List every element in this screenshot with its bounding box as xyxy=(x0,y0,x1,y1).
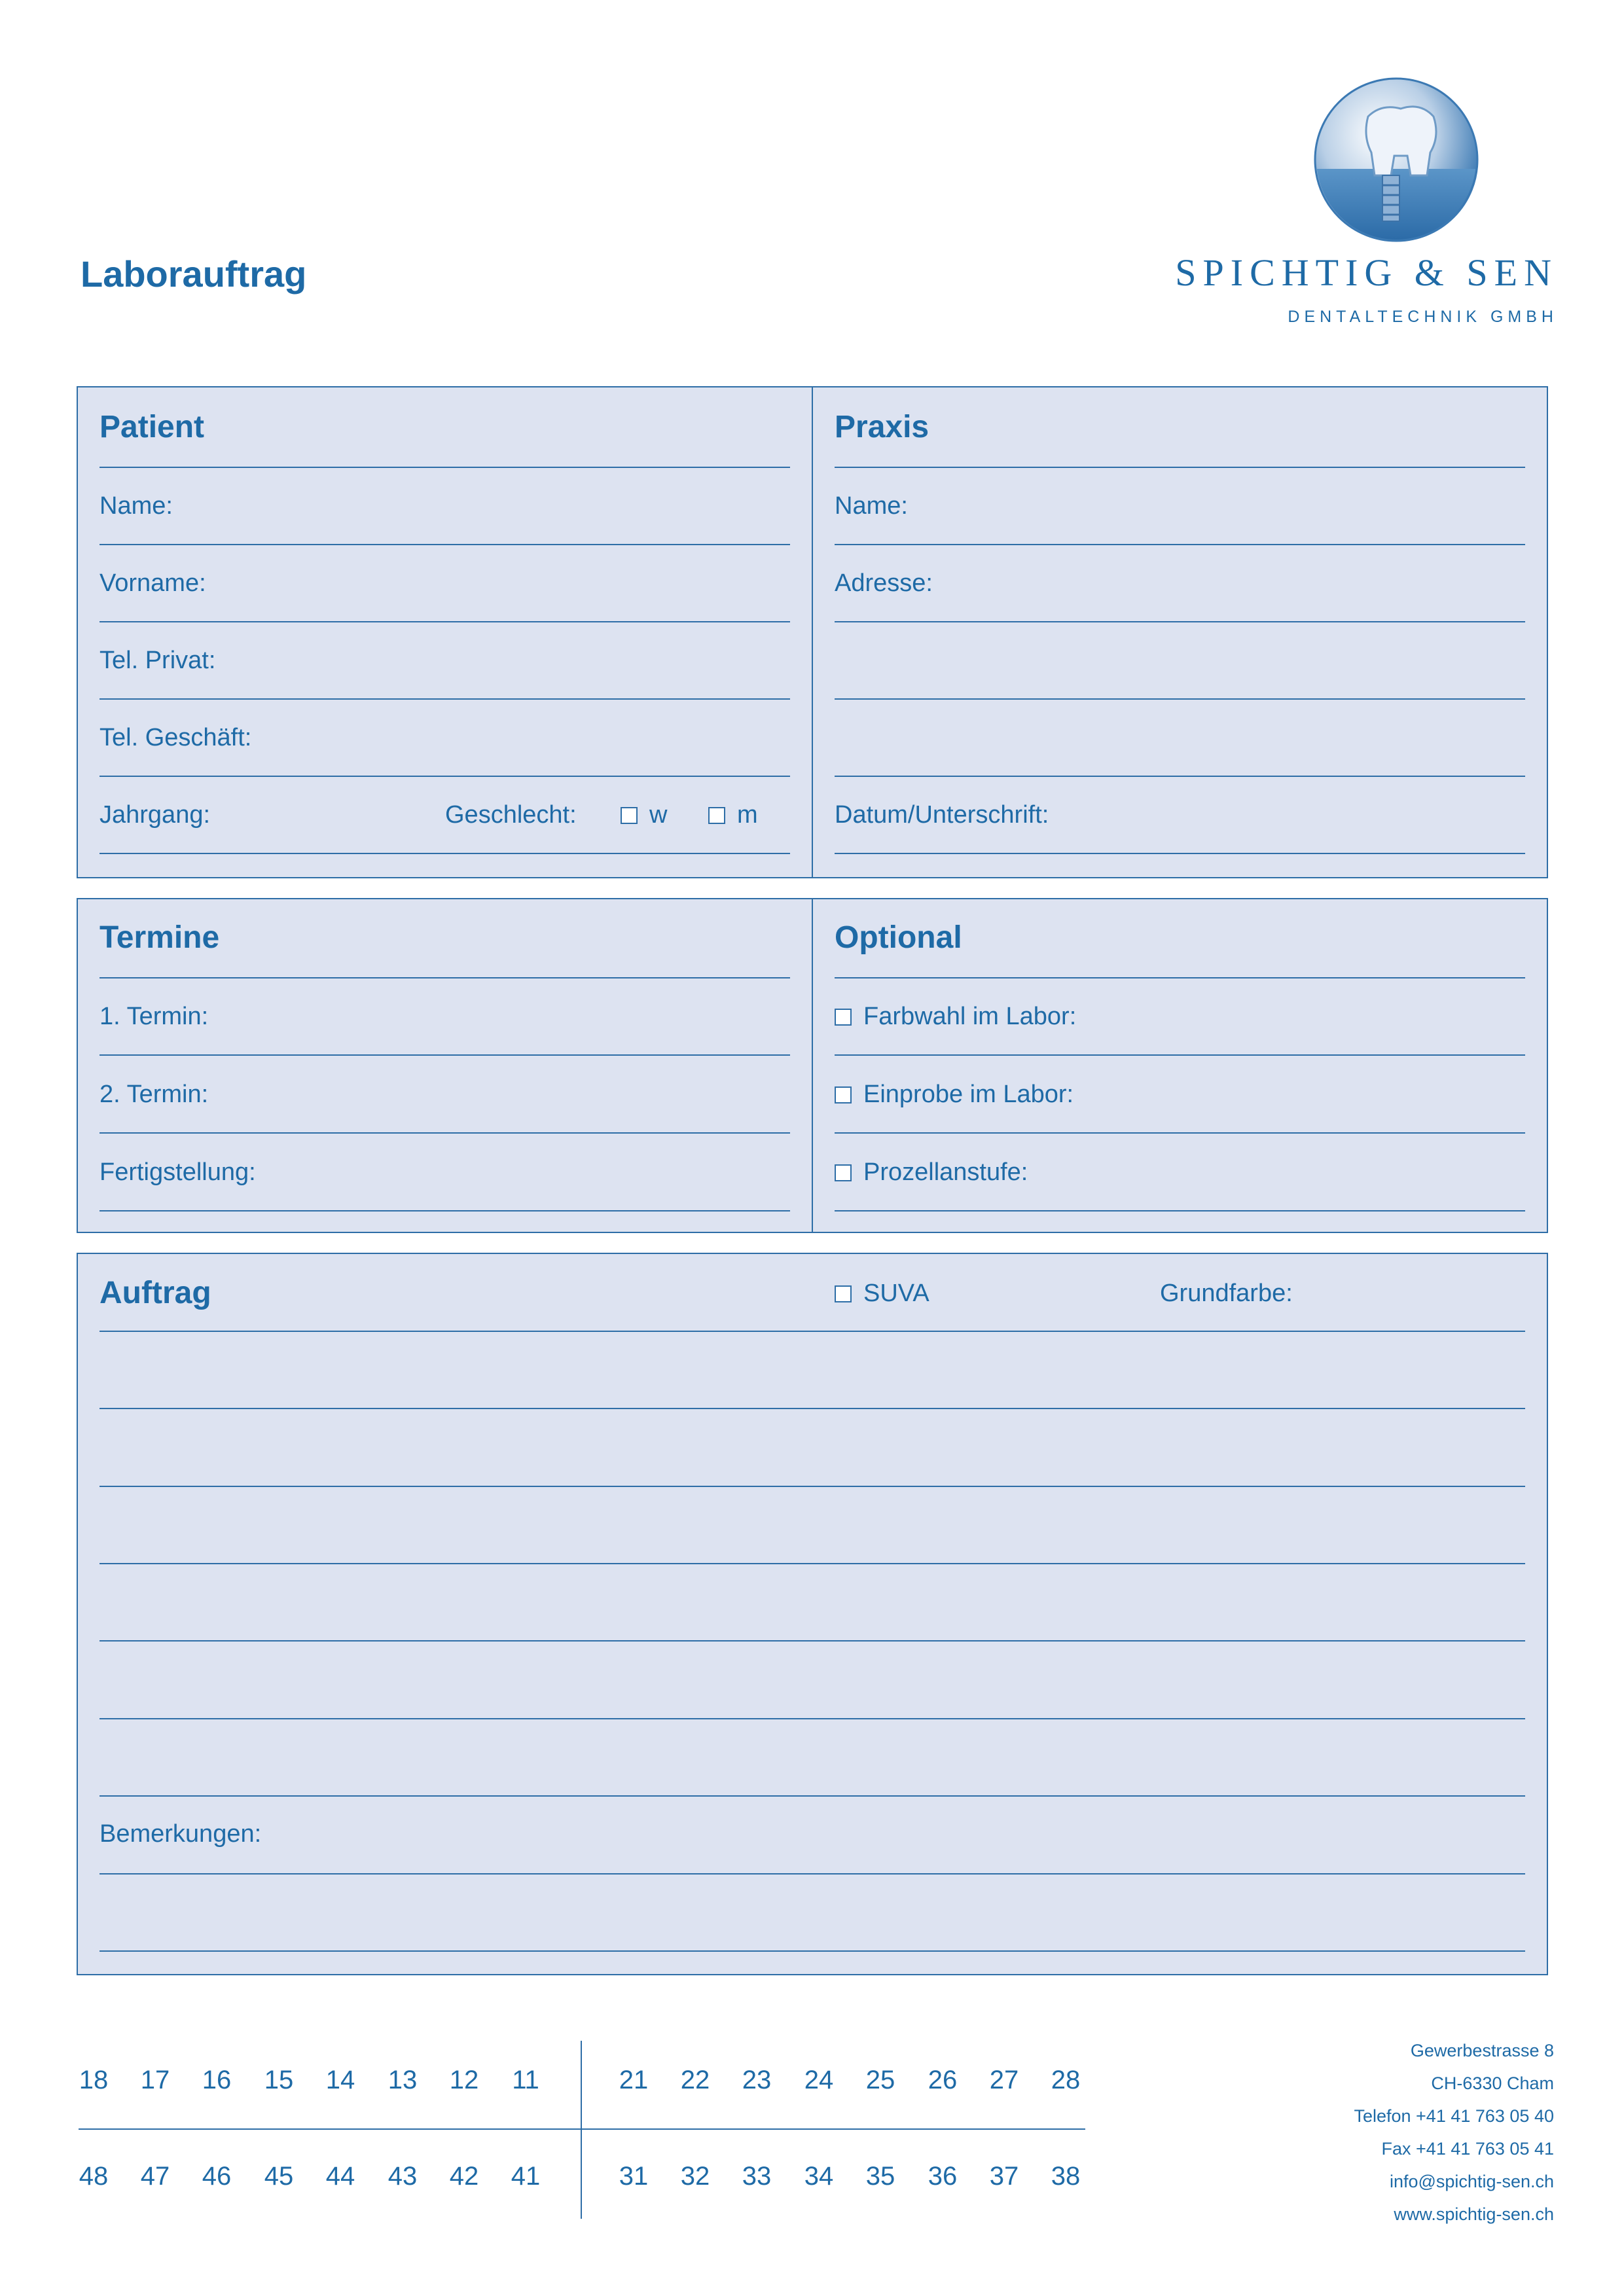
termin-1-field[interactable] xyxy=(99,1054,790,1056)
tooth-number[interactable]: 22 xyxy=(680,2066,710,2094)
tooth-number[interactable]: 35 xyxy=(865,2162,895,2191)
prozellanstufe-checkbox[interactable] xyxy=(835,1164,852,1181)
tooth-number[interactable]: 25 xyxy=(865,2066,895,2094)
praxis-heading-rule xyxy=(835,467,1525,468)
patient-heading-rule xyxy=(99,467,790,468)
tooth-number[interactable]: 36 xyxy=(928,2162,958,2191)
tooth-number[interactable]: 31 xyxy=(619,2162,649,2191)
contact-city: CH-6330 Cham xyxy=(1431,2073,1554,2093)
praxis-name-field[interactable] xyxy=(835,544,1525,545)
patient-name-field[interactable] xyxy=(99,544,790,545)
patient-geschlecht-label: Geschlecht: xyxy=(445,801,577,829)
bemerkungen-label: Bemerkungen: xyxy=(99,1820,262,1848)
tooth-number[interactable]: 26 xyxy=(928,2066,958,2094)
prozellanstufe-label: Prozellanstufe: xyxy=(863,1158,1028,1186)
gender-m-option[interactable] xyxy=(708,801,758,829)
tooth-chart-vertical-axis xyxy=(581,2041,582,2219)
company-logo xyxy=(1152,77,1558,339)
optional-heading-rule xyxy=(835,977,1525,978)
tooth-number[interactable]: 46 xyxy=(202,2162,232,2191)
contact-phone: Telefon +41 41 763 05 40 xyxy=(1354,2106,1554,2126)
termin-1-label: 1. Termin: xyxy=(99,1003,209,1030)
tooth-number[interactable]: 28 xyxy=(1051,2066,1081,2094)
company-subtitle: DENTALTECHNIK GMBH xyxy=(1288,308,1558,326)
checkbox-w[interactable] xyxy=(621,807,638,824)
praxis-adresse-field-3[interactable] xyxy=(835,776,1525,777)
einprobe-checkbox[interactable] xyxy=(835,1086,852,1103)
tooth-number[interactable]: 44 xyxy=(325,2162,355,2191)
praxis-adresse-field-2[interactable] xyxy=(835,698,1525,700)
auftrag-line[interactable] xyxy=(99,1795,1525,1797)
praxis-signature-field[interactable] xyxy=(835,853,1525,854)
suva-label: SUVA xyxy=(863,1280,929,1307)
bemerkungen-line[interactable] xyxy=(99,1950,1525,1952)
tooth-number[interactable]: 33 xyxy=(742,2162,772,2191)
contact-fax: Fax +41 41 763 05 41 xyxy=(1381,2139,1554,2159)
farbwahl-field[interactable] xyxy=(835,1054,1525,1056)
termin-2-field[interactable] xyxy=(99,1132,790,1134)
company-name: SPICHTIG & SEN xyxy=(1175,251,1558,294)
prozellanstufe-field[interactable] xyxy=(835,1210,1525,1211)
termin-2-label: 2. Termin: xyxy=(99,1081,209,1108)
contact-website[interactable]: www.spichtig-sen.ch xyxy=(1394,2204,1554,2224)
auftrag-panel xyxy=(77,1253,1548,1975)
bemerkungen-line[interactable] xyxy=(99,1873,1525,1874)
tooth-number[interactable]: 16 xyxy=(202,2066,232,2094)
patient-heading: Patient xyxy=(99,410,205,444)
tooth-number[interactable]: 17 xyxy=(140,2066,170,2094)
tooth-number[interactable]: 21 xyxy=(619,2066,649,2094)
tooth-number[interactable]: 27 xyxy=(989,2066,1019,2094)
tooth-number[interactable]: 37 xyxy=(989,2162,1019,2191)
patient-tel-geschaeft-label: Tel. Geschäft: xyxy=(99,724,252,751)
patient-jahrgang-field[interactable] xyxy=(99,853,790,854)
tooth-number[interactable]: 11 xyxy=(512,2066,539,2094)
farbwahl-label: Farbwahl im Labor: xyxy=(863,1003,1077,1030)
tooth-number[interactable]: 34 xyxy=(804,2162,834,2191)
praxis-heading: Praxis xyxy=(835,410,929,444)
tooth-number[interactable]: 48 xyxy=(79,2162,109,2191)
gender-w-option[interactable] xyxy=(621,801,667,829)
tooth-implant-globe-icon xyxy=(1152,77,1558,254)
auftrag-heading-rule xyxy=(99,1331,1525,1332)
auftrag-line[interactable] xyxy=(99,1640,1525,1641)
praxis-adresse-label: Adresse: xyxy=(835,569,933,597)
tooth-number[interactable]: 41 xyxy=(511,2162,541,2191)
optional-heading: Optional xyxy=(835,920,962,955)
patient-tel-privat-field[interactable] xyxy=(99,698,790,700)
termine-heading: Termine xyxy=(99,920,220,955)
auftrag-line[interactable] xyxy=(99,1408,1525,1409)
prozellanstufe-option[interactable] xyxy=(835,1158,1028,1187)
einprobe-option[interactable] xyxy=(835,1081,1074,1109)
fertigstellung-label: Fertigstellung: xyxy=(99,1158,256,1186)
einprobe-field[interactable] xyxy=(835,1132,1525,1134)
checkbox-m[interactable] xyxy=(708,807,725,824)
patient-tel-geschaeft-field[interactable] xyxy=(99,776,790,777)
suva-checkbox[interactable] xyxy=(835,1285,852,1302)
panel-divider-2 xyxy=(812,899,813,1232)
tooth-number[interactable]: 32 xyxy=(680,2162,710,2191)
einprobe-label: Einprobe im Labor: xyxy=(863,1081,1074,1108)
grundfarbe-label: Grundfarbe: xyxy=(1160,1280,1293,1307)
farbwahl-option[interactable] xyxy=(835,1003,1076,1031)
tooth-number[interactable]: 24 xyxy=(804,2066,834,2094)
tooth-chart-horizontal-axis xyxy=(79,2128,1085,2130)
gender-w-label: w xyxy=(649,801,668,829)
gender-m-label: m xyxy=(737,801,758,829)
farbwahl-checkbox[interactable] xyxy=(835,1009,852,1026)
tooth-number[interactable]: 14 xyxy=(325,2066,355,2094)
termine-heading-rule xyxy=(99,977,790,978)
tooth-number[interactable]: 47 xyxy=(140,2162,170,2191)
tooth-number[interactable]: 15 xyxy=(264,2066,294,2094)
tooth-number[interactable]: 23 xyxy=(742,2066,772,2094)
tooth-number[interactable]: 12 xyxy=(449,2066,479,2094)
tooth-number[interactable]: 42 xyxy=(449,2162,479,2191)
praxis-name-label: Name: xyxy=(835,492,908,520)
auftrag-line[interactable] xyxy=(99,1486,1525,1487)
praxis-adresse-field[interactable] xyxy=(835,621,1525,622)
suva-option[interactable] xyxy=(835,1280,929,1308)
patient-vorname-field[interactable] xyxy=(99,621,790,622)
tooth-number[interactable]: 18 xyxy=(79,2066,109,2094)
praxis-signature-label: Datum/Unterschrift: xyxy=(835,801,1049,829)
tooth-number[interactable]: 43 xyxy=(388,2162,418,2191)
tooth-number[interactable]: 13 xyxy=(388,2066,418,2094)
contact-street: Gewerbestrasse 8 xyxy=(1410,2041,1554,2060)
fertigstellung-field[interactable] xyxy=(99,1210,790,1211)
tooth-number[interactable]: 38 xyxy=(1051,2162,1081,2191)
patient-jahrgang-label: Jahrgang: xyxy=(99,801,211,829)
contact-email[interactable]: info@spichtig-sen.ch xyxy=(1389,2172,1554,2191)
auftrag-line[interactable] xyxy=(99,1718,1525,1719)
tooth-number[interactable]: 45 xyxy=(264,2162,294,2191)
auftrag-line[interactable] xyxy=(99,1563,1525,1564)
auftrag-heading: Auftrag xyxy=(99,1276,211,1310)
form-title: Laborauftrag xyxy=(81,253,307,295)
patient-name-label: Name: xyxy=(99,492,173,520)
panel-divider xyxy=(812,387,813,877)
patient-tel-privat-label: Tel. Privat: xyxy=(99,647,216,674)
patient-vorname-label: Vorname: xyxy=(99,569,206,597)
